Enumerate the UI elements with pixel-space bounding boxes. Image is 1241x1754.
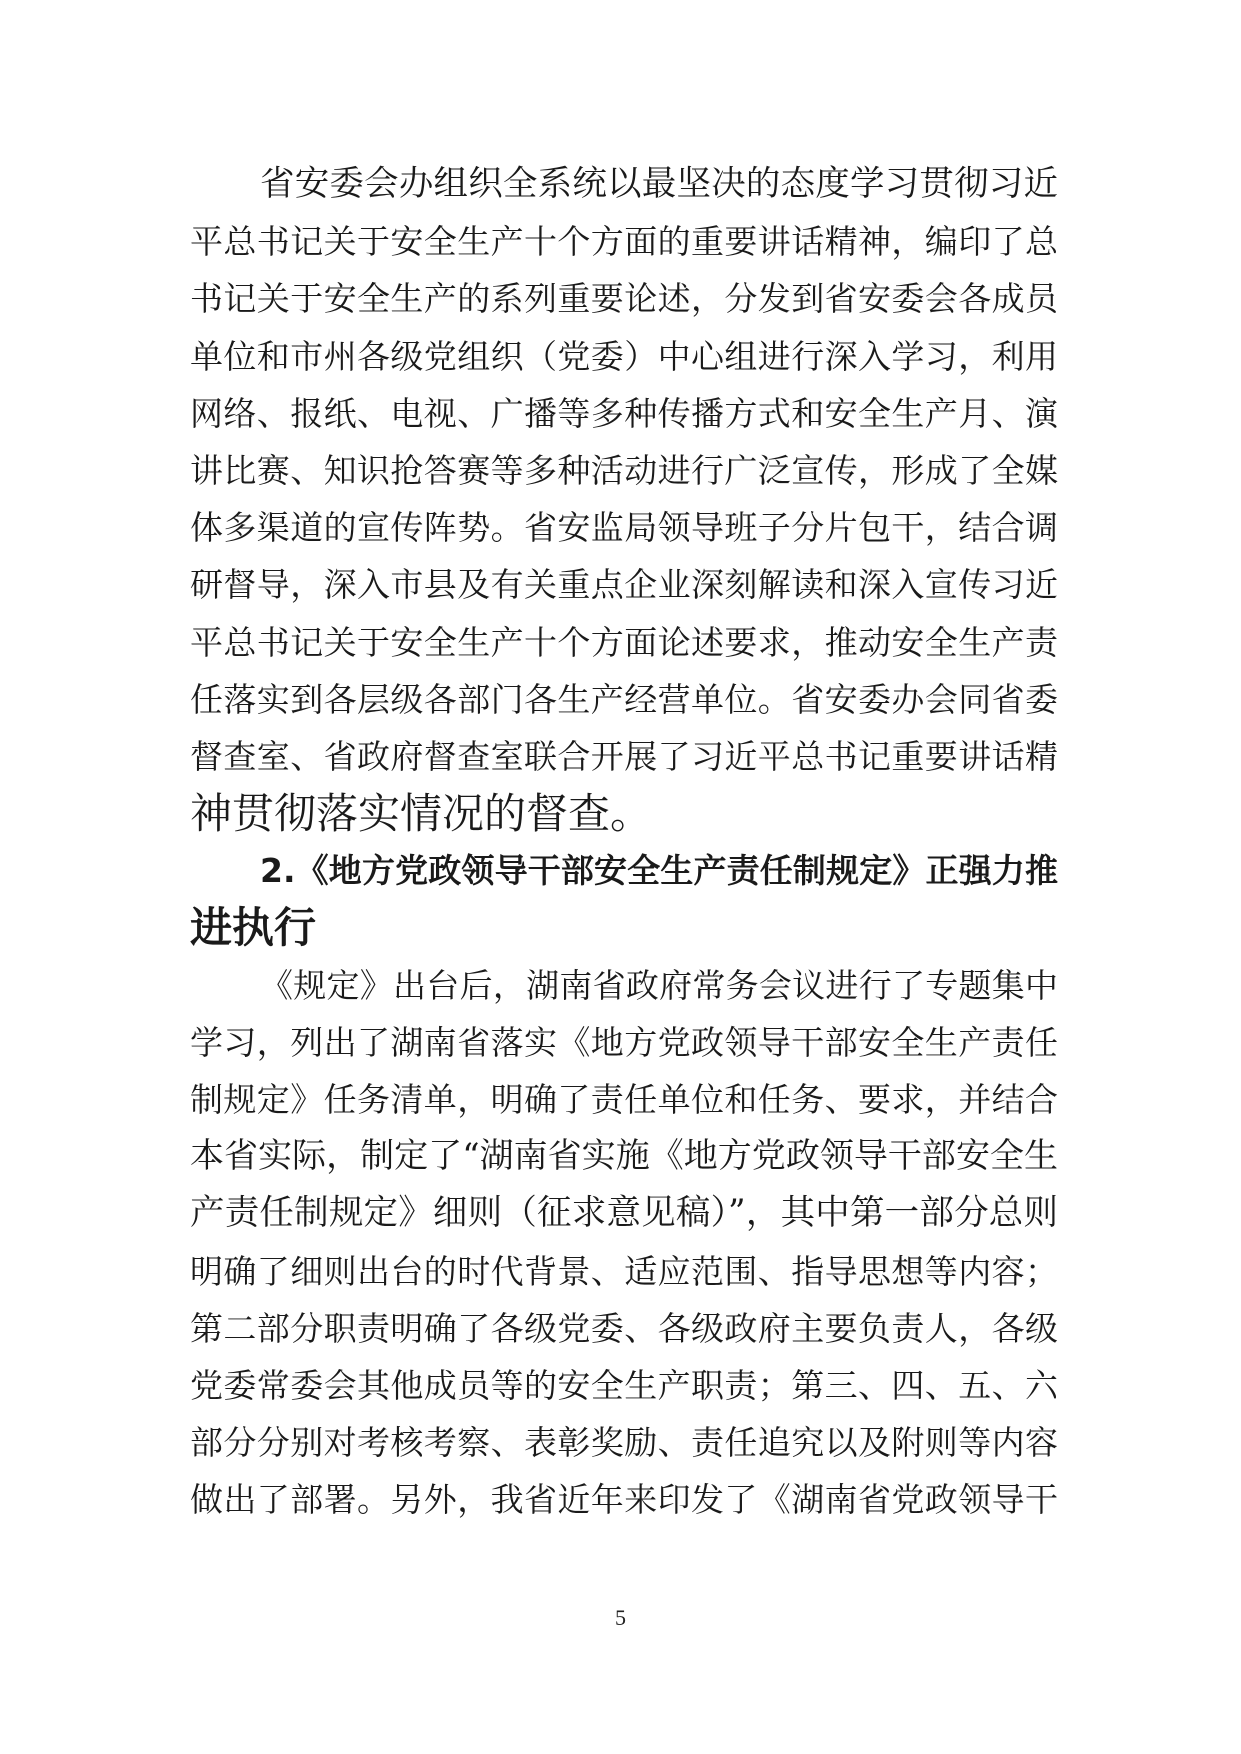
text-line: 网络、报纸、电视、广播等多种传播方式和安全生产月、演 [190,393,1058,433]
text-line: 平总书记关于安全生产十个方面论述要求，推动安全生产责 [190,622,1058,662]
text-line: 研督导，深入市县及有关重点企业深刻解读和深入宣传习近 [190,565,1058,605]
text-line: 单位和市州各级党组织（党委）中心组进行深入学习，利用 [190,336,1058,376]
text-line: 平总书记关于安全生产十个方面的重要讲话精神，编印了总 [190,222,1058,262]
text-line: 明确了细则出台的时代背景、适应范围、指导思想等内容； [190,1251,1058,1291]
document-body [190,156,1058,1529]
text-line: 部分分别对考核考察、表彰奖励、责任追究以及附则等内容 [190,1423,1058,1463]
text-line: 第二部分职责明确了各级党委、各级政府主要负责人，各级 [190,1308,1058,1348]
text-line: 督查室、省政府督查室联合开展了习近平总书记重要讲话精 [190,736,1058,776]
text-line: 产责任制规定》细则（征求意见稿）”，其中第一部分总则 [190,1193,1058,1234]
text-line: 《规定》出台后，湖南省政府常务会议进行了专题集中 [260,965,1058,1005]
text-line: 任落实到各层级各部门各生产经营单位。省安委办会同省委 [190,679,1058,719]
text-line: 体多渠道的宣传阵势。省安监局领导班子分片包干，结合调 [190,508,1058,548]
paragraph-2 [190,957,1058,1529]
text-line: 制规定》任务清单，明确了责任单位和任务、要求，并结合 [190,1080,1058,1119]
text-line: 党委常委会其他成员等的安全生产职责；第三、四、五、六 [190,1365,1058,1405]
section-heading [190,842,1058,956]
text-line: 省安委会办组织全系统以最坚决的态度学习贯彻习近 [260,164,1058,204]
heading-line: 进执行 [190,903,317,953]
heading-line: 2.《地方党政领导干部安全生产责任制规定》正强力推 [260,851,1058,891]
text-line: 本省实际，制定了“湖南省实施《地方党政领导干部安全生 [190,1136,1058,1177]
text-line: 学习，列出了湖南省落实《地方党政领导干部安全生产责任 [190,1022,1058,1062]
text-line: 书记关于安全生产的系列重要论述，分发到省安委会各成员 [190,279,1058,319]
text-line: 神贯彻落实情况的督查。 [190,789,653,839]
text-line: 做出了部署。另外，我省近年来印发了《湖南省党政领导干 [190,1480,1058,1520]
paragraph-1 [190,156,1058,842]
text-line: 讲比赛、知识抢答赛等多种活动进行广泛宣传，形成了全媒 [190,450,1058,490]
page-number: 5 [615,1605,626,1630]
